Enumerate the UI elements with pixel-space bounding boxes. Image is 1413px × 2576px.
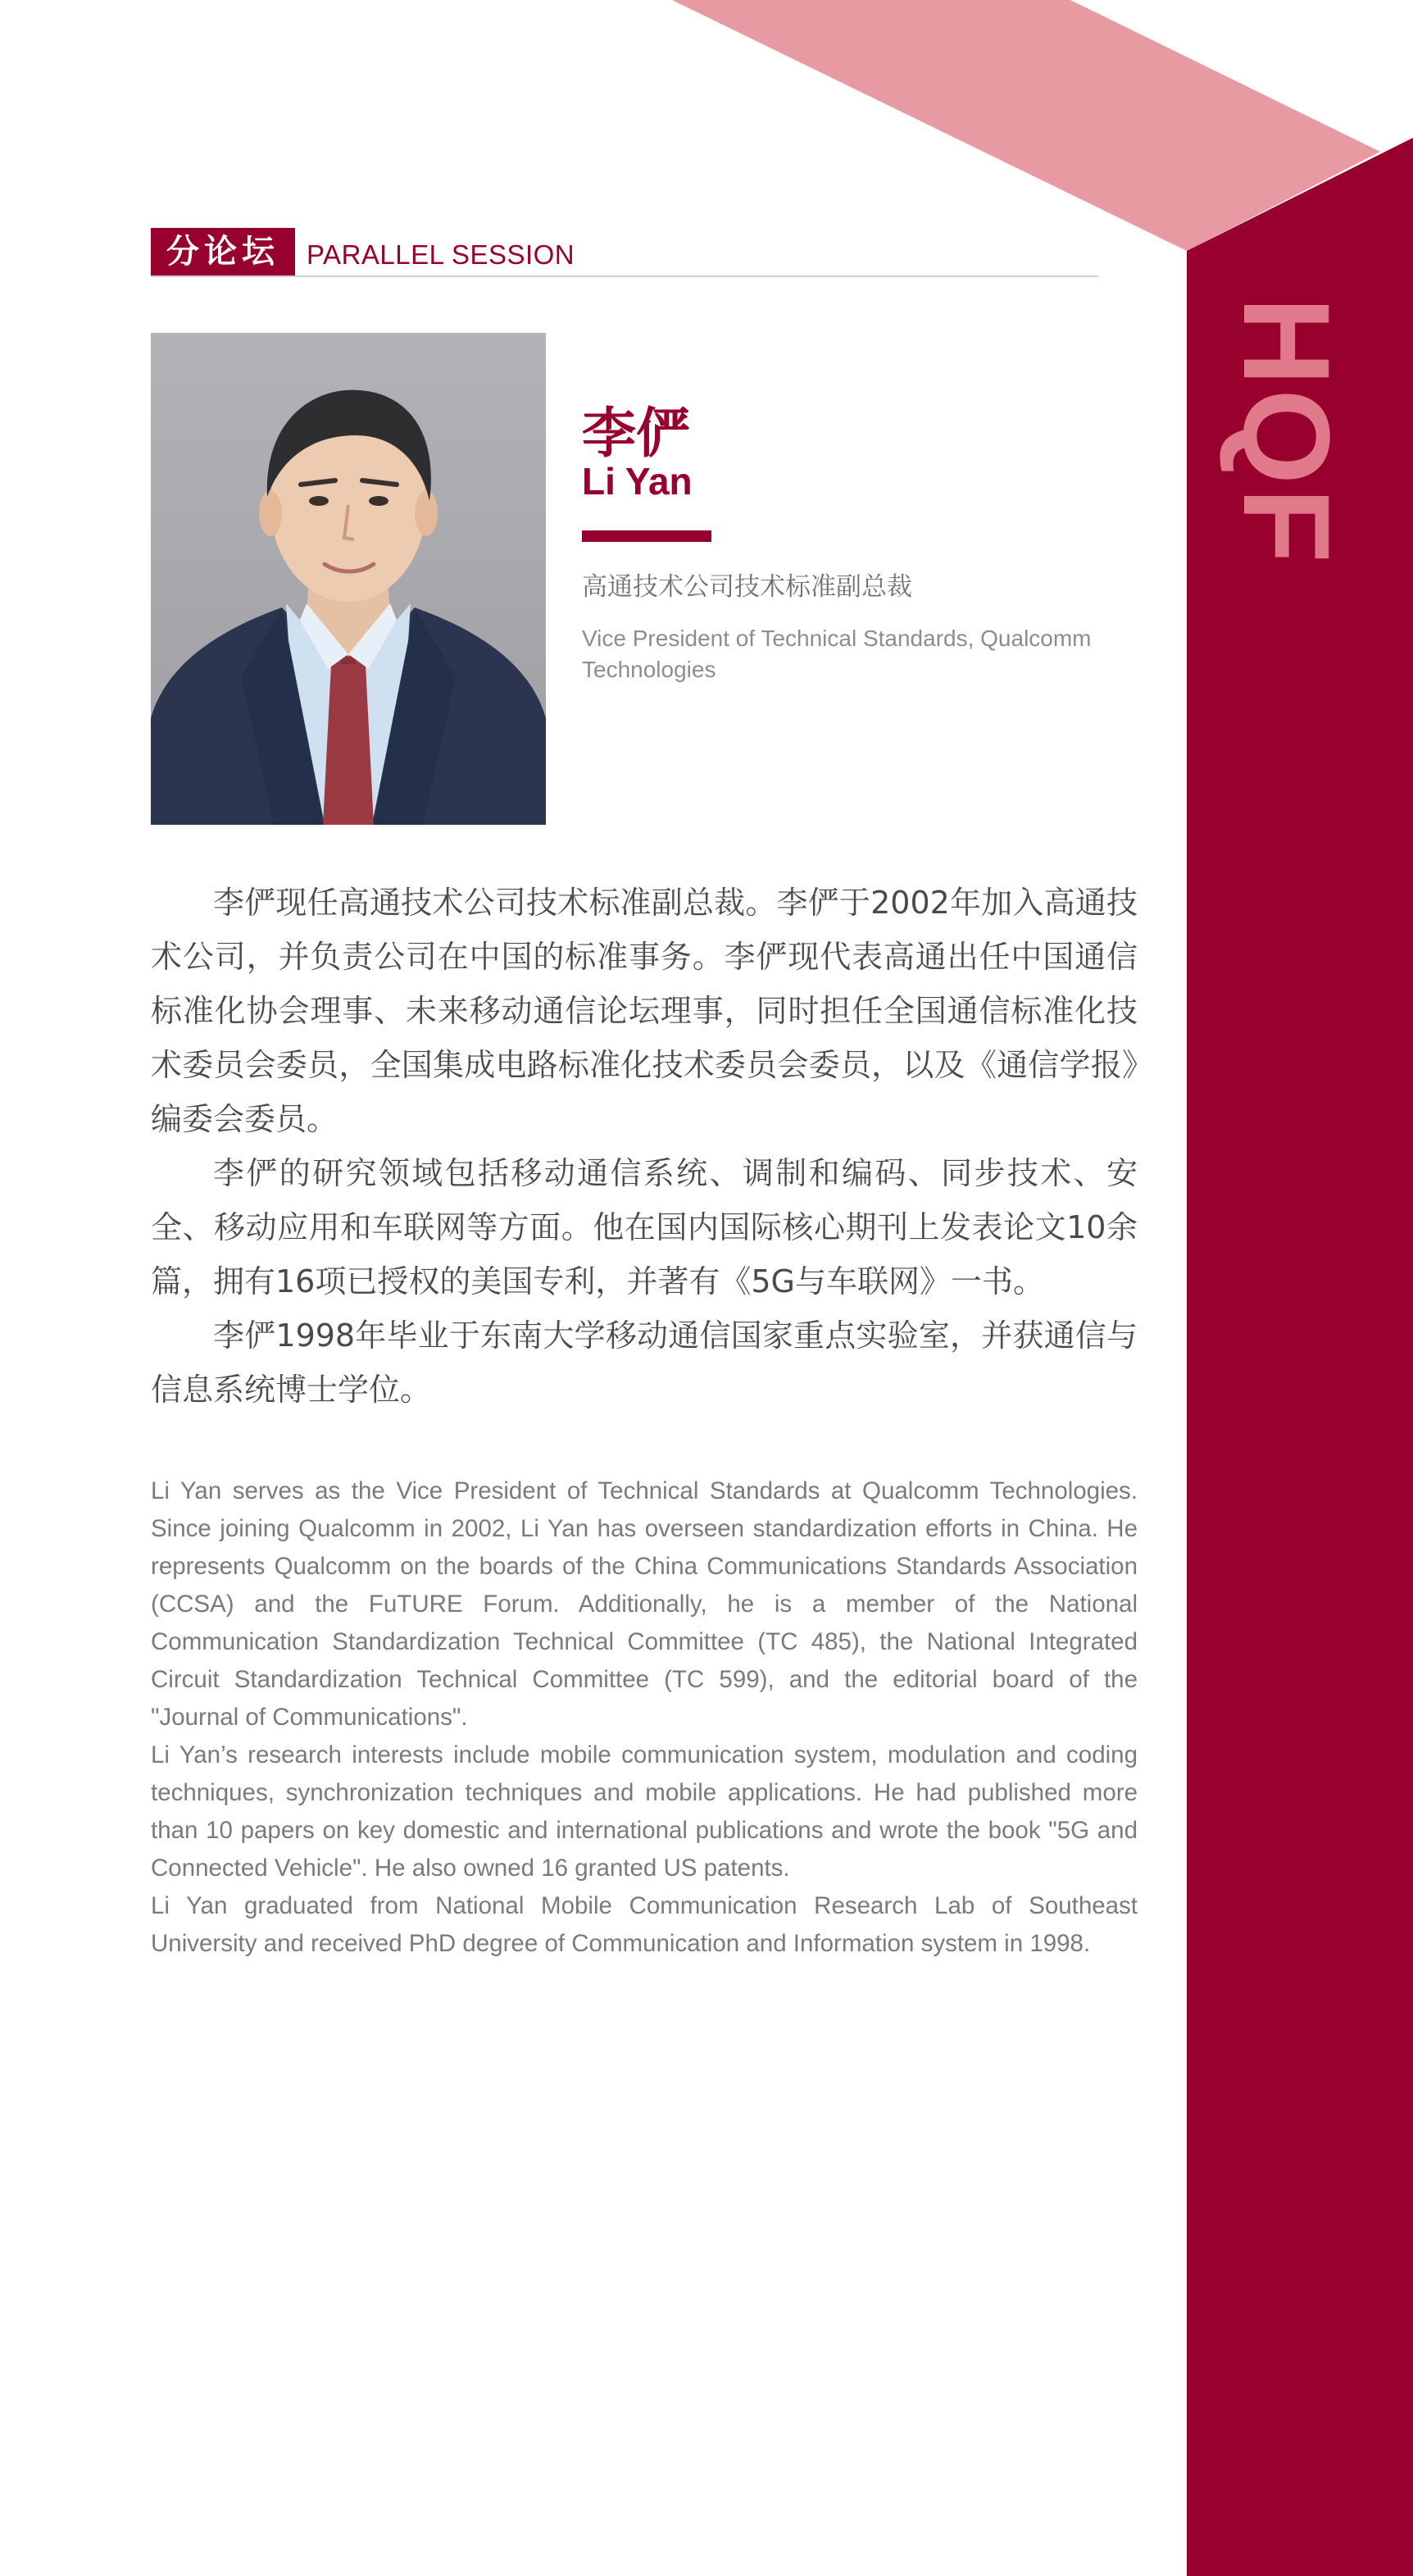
biography-zh: [151, 876, 1138, 1417]
session-label: PARALLEL SESSION: [307, 239, 575, 270]
session-header: [151, 228, 1098, 279]
session-badge: 分论坛: [151, 228, 295, 275]
bio-en-paragraph: Li Yan’s research interests include mobile communication system, modulation and coding techniques, synchronization techniques and mobile applications. He had published more than 10 papers on key domestic and international publications and wrote the book "5G and Connected Vehicle". He also owned 16 granted US patents.: [151, 1741, 1138, 1882]
name-underline: [582, 530, 711, 542]
speaker-photo: [151, 333, 546, 825]
speaker-name-zh: 李俨: [582, 402, 690, 465]
speaker-title-en: Vice President of Technical Standards, Qualcomm Technologies: [582, 626, 1092, 682]
vertical-brand-mark: HQF: [1218, 297, 1356, 567]
header-divider: [151, 275, 1098, 277]
speaker-title-zh: 高通技术公司技术标准副总裁: [582, 572, 912, 602]
biography-en: [151, 1472, 1138, 1963]
bio-zh-paragraph: 李俨1998年毕业于东南大学移动通信国家重点实验室，并获通信与信息系统博士学位。: [151, 1318, 1138, 1408]
bio-zh-paragraph: 李俨现任高通技术公司技术标准副总裁。李俨于2002年加入高通技术公司，并负责公司在中国的标准事务。李俨现代表高通出任中国通信标准化协会理事、未来移动通信论坛理事，同时担任全国通信标准化技术委员会委员，全国集成电路标准化技术委员会委员，以及《通信学报》编委会委员。: [151, 885, 1138, 1137]
bio-en-paragraph: Li Yan serves as the Vice President of Technical Standards at Qualcomm Technologies. Since joining Qualcomm in 2002, Li Yan has overseen standardization efforts in China. He represents Qualcomm on the boards of the China Communications Standards Association (CCSA) and the FuTURE Forum. Additionally, he is a member of the National Communication Standardization Technical Committee (TC 485), the National Integrated Circuit Standardization Technical Committee (TC 599), and the editorial board of the "Journal of Communications".: [151, 1477, 1138, 1731]
bio-en-paragraph: Li Yan graduated from National Mobile Communication Research Lab of Southeast University and received PhD degree of Communication and Information system in 1998.: [151, 1892, 1138, 1957]
speaker-name-en: Li Yan: [582, 460, 693, 503]
bio-zh-paragraph: 李俨的研究领域包括移动通信系统、调制和编码、同步技术、安全、移动应用和车联网等方面。他在国内国际核心期刊上发表论文10余篇，拥有16项已授权的美国专利，并著有《5G与车联网》一书。: [151, 1155, 1138, 1299]
portrait-illustration: [151, 333, 546, 825]
